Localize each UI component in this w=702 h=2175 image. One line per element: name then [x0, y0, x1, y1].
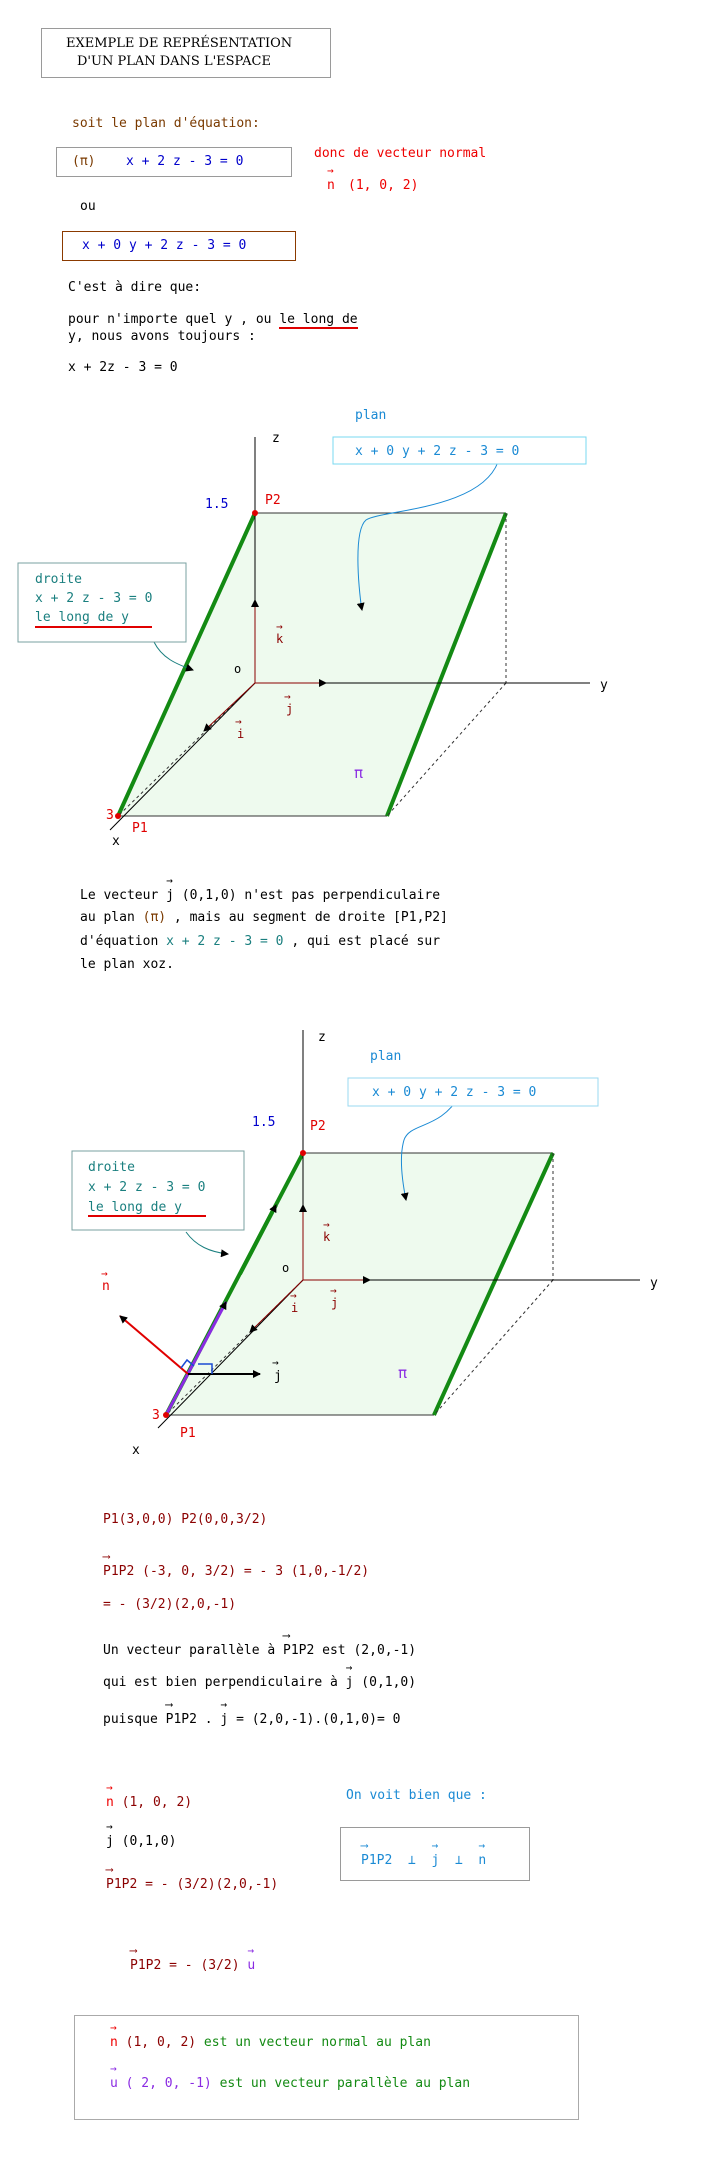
final-u-line: → u ( 2, 0, -1) est un vecteur parallèle au plan	[110, 2062, 471, 2091]
p1-label: P1	[132, 821, 148, 836]
svg-text:→: →	[101, 1267, 108, 1280]
calc-points: P1(3,0,0) P2(0,0,3/2)	[103, 1512, 268, 1527]
diagram-1	[0, 400, 702, 880]
plan-eq: x + 0 y + 2 z - 3 = 0	[355, 444, 520, 459]
svg-text:k: k	[323, 1230, 331, 1244]
summary-u-line: ⟶ P1P2 = - (3/2) → u	[130, 1944, 256, 1973]
orthogonality-statement: ⟶ P1P2 ⊥ → j ⊥ → n	[361, 1839, 487, 1868]
svg-text:→: →	[323, 1218, 330, 1231]
calc-dot: puisque ⟶ P1P2 . → j = (2,0,-1).(0,1,0)= 0	[103, 1698, 401, 1727]
explain-line-2: au plan (π) , mais au segment de droite [P1,P2]	[80, 910, 448, 925]
svg-text:y: y	[650, 1276, 658, 1291]
plan-label: plan	[355, 408, 387, 423]
j-black-label: j	[274, 1369, 282, 1384]
z-value: 1.5	[205, 497, 229, 512]
svg-text:→: →	[276, 620, 283, 633]
y-axis-label: y	[600, 678, 608, 693]
svg-text:π: π	[398, 1364, 408, 1382]
calc-perp: qui est bien perpendiculaire à → j (0,1,0)	[103, 1661, 417, 1690]
i-label: i	[237, 727, 245, 741]
title-line-2: D'UN PLAN DANS L'ESPACE	[77, 54, 271, 69]
origin-label: o	[234, 662, 242, 676]
final-n-line: → n (1, 0, 2) est un vecteur normal au plan	[110, 2021, 431, 2050]
svg-text:i: i	[291, 1301, 299, 1315]
point-p2	[252, 510, 258, 516]
vector-n	[120, 1316, 188, 1374]
droite-eq: x + 2 z - 3 = 0	[35, 591, 153, 606]
ou-text: ou	[80, 199, 96, 214]
n-label: n	[102, 1279, 110, 1294]
equation-2: x + 0 y + 2 z - 3 = 0	[82, 238, 247, 253]
para-line-2: y, nous avons toujours :	[68, 329, 256, 344]
summary-j: → j (0,1,0)	[106, 1820, 177, 1849]
svg-text:1.5: 1.5	[252, 1115, 276, 1130]
droite-along: le long de y	[35, 610, 129, 625]
summary-n: → n (1, 0, 2)	[106, 1781, 193, 1810]
on-voit-text: On voit bien que :	[346, 1788, 487, 1803]
svg-text:→: →	[272, 1356, 279, 1369]
summary-p1p2: ⟶ P1P2 = - (3/2)(2,0,-1)	[106, 1863, 279, 1892]
intro-lead: soit le plan d'équation:	[72, 116, 260, 131]
svg-text:P1: P1	[180, 1426, 196, 1441]
title-line-1: EXEMPLE DE REPRÉSENTATION	[66, 36, 293, 51]
svg-text:→: →	[330, 1284, 337, 1297]
j-label: j	[286, 702, 294, 716]
pi-symbol: (π)	[72, 154, 96, 169]
svg-text:j: j	[331, 1296, 339, 1310]
k-label: k	[276, 632, 284, 646]
svg-text:→: →	[290, 1289, 297, 1302]
normal-vector-n: → n	[327, 164, 335, 193]
point-p1	[115, 813, 121, 819]
diagram-2	[0, 1010, 702, 1470]
calc-line-2: ⟶ P1P2 (-3, 0, 3/2) = - 3 (1,0,-1/2)	[103, 1550, 370, 1579]
svg-text:le long de y: le long de y	[88, 1200, 182, 1215]
svg-text:P2: P2	[310, 1119, 326, 1134]
calc-line-3: = - (3/2)(2,0,-1)	[103, 1597, 237, 1612]
explain-line-1: Le vecteur → j (0,1,0) n'est pas perpendiculaire	[80, 874, 441, 903]
cad-text: C'est à dire que:	[68, 280, 202, 295]
calc-parallel: Un vecteur parallèle à ⟶ P1P2 est (2,0,-1)	[103, 1629, 417, 1658]
z-axis-label: z	[272, 431, 280, 446]
svg-text:plan: plan	[370, 1049, 402, 1064]
svg-text:→: →	[235, 715, 242, 728]
svg-text:x + 2 z - 3 = 0: x + 2 z - 3 = 0	[88, 1180, 206, 1195]
pi-label: π	[354, 764, 364, 782]
x-axis-label: x	[112, 834, 120, 849]
svg-text:3: 3	[152, 1408, 160, 1423]
final-box	[74, 2015, 579, 2120]
svg-text:x + 0 y + 2 z - 3 = 0: x + 0 y + 2 z - 3 = 0	[372, 1085, 537, 1100]
svg-text:→: →	[284, 690, 291, 703]
normal-vector-label: donc de vecteur normal	[314, 146, 487, 161]
svg-text:z: z	[318, 1030, 326, 1045]
equation-1: x + 2 z - 3 = 0	[126, 154, 244, 169]
x-value: 3	[106, 808, 114, 823]
normal-vector-value: (1, 0, 2)	[348, 178, 419, 193]
svg-text:o: o	[282, 1261, 290, 1275]
explain-line-3: d'équation x + 2 z - 3 = 0 , qui est placé sur	[80, 934, 441, 949]
svg-text:droite: droite	[88, 1160, 135, 1175]
svg-text:x: x	[132, 1443, 140, 1458]
p2-label: P2	[265, 493, 281, 508]
droite-title: droite	[35, 572, 82, 587]
equation-3: x + 2z - 3 = 0	[68, 360, 178, 375]
para-line-1: pour n'importe quel y , ou le long de	[68, 312, 358, 327]
explain-line-4: le plan xoz.	[80, 957, 174, 972]
